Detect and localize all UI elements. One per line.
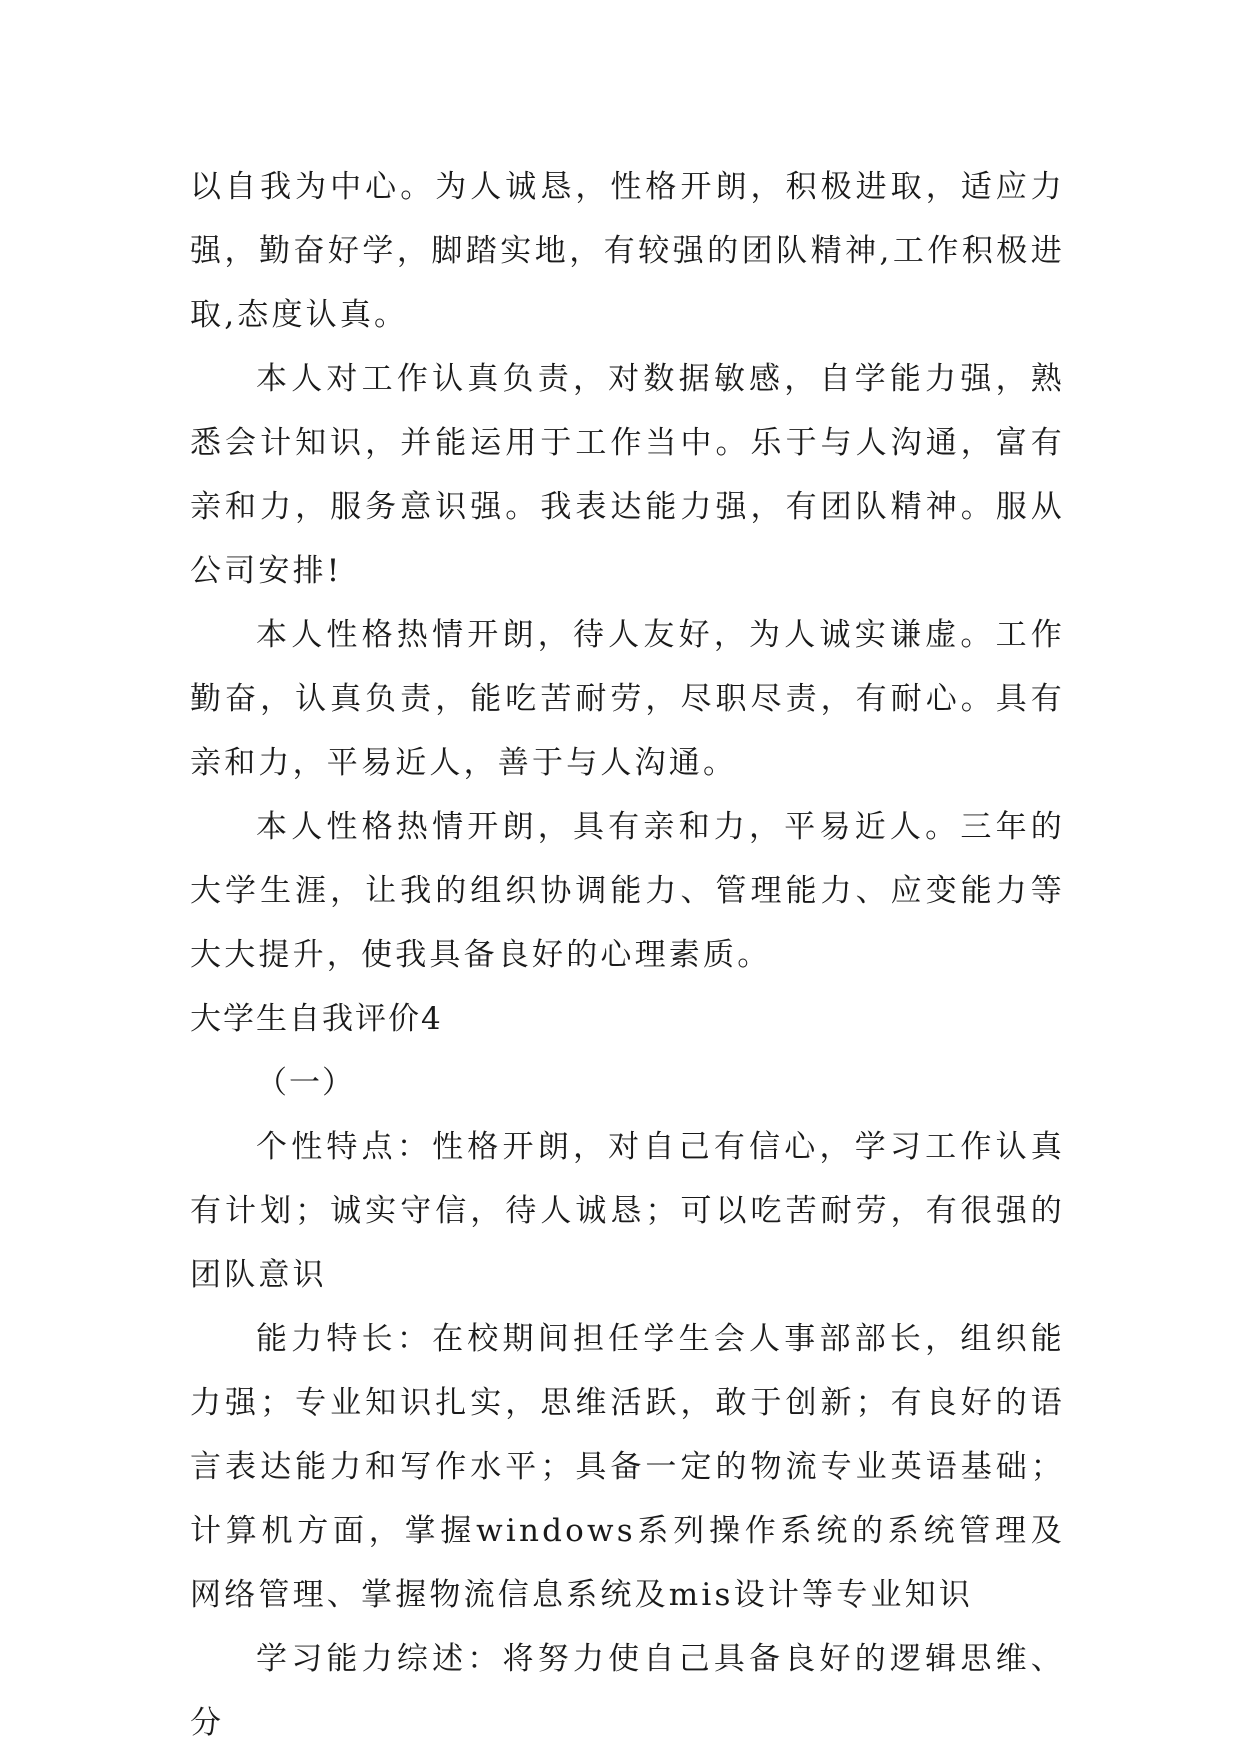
subsection-title: （一） <box>256 1065 355 1101</box>
paragraph-1: 以自我为中心。为人诚恳，性格开朗，积极进取，适应力强，勤奋好学，脚踏实地，有较强的团队精神,工作积极进取,态度认真。 <box>190 169 1065 333</box>
paragraph-3: 本人性格热情开朗，待人友好，为人诚实谦虚。工作勤奋，认真负责，能吃苦耐劳，尽职尽责，有耐心。具有亲和力，平易近人，善于与人沟通。 <box>190 617 1065 781</box>
paragraph-5: 个性特点：性格开朗，对自己有信心，学习工作认真有计划；诚实守信，待人诚恳；可以吃苦耐劳，有很强的团队意识 <box>190 1129 1065 1293</box>
paragraph-6: 能力特长：在校期间担任学生会人事部部长，组织能力强；专业知识扎实，思维活跃，敢于创新；有良好的语言表达能力和写作水平；具备一定的物流专业英语基础；计算机方面，掌握windows系列操作系统的系统管理及网络管理、掌握物流信息系统及mis设计等专业知识 <box>190 1321 1065 1613</box>
section-title: 大学生自我评价4 <box>190 1001 443 1037</box>
document-body <box>190 155 1065 1755</box>
paragraph-7: 学习能力综述：将努力使自己具备良好的逻辑思维、分 <box>190 1641 1065 1741</box>
paragraph-4: 本人性格热情开朗，具有亲和力，平易近人。三年的大学生涯，让我的组织协调能力、管理能力、应变能力等大大提升，使我具备良好的心理素质。 <box>190 809 1065 973</box>
paragraph-2: 本人对工作认真负责，对数据敏感，自学能力强，熟悉会计知识，并能运用于工作当中。乐于与人沟通，富有亲和力，服务意识强。我表达能力强，有团队精神。服从公司安排! <box>190 361 1065 589</box>
